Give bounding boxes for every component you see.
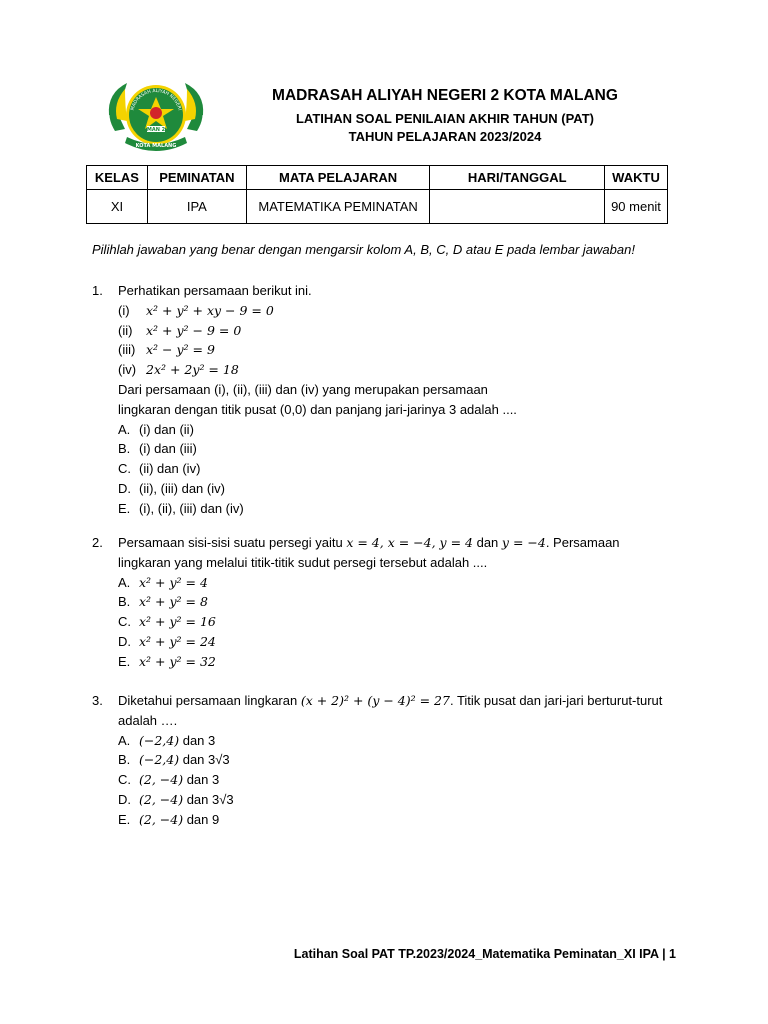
exam-info-table — [86, 165, 668, 224]
question-3 — [92, 691, 662, 830]
answer-option-a: A. (i) dan (ii) — [118, 421, 194, 437]
list-item: (ii) x² + y² − 9 = 0 — [118, 322, 242, 338]
list-item: (iii) x² − y² = 9 — [118, 342, 215, 358]
answer-option-c: C. (2, −4) dan 3 — [118, 772, 220, 788]
school-logo-icon — [105, 75, 207, 159]
question-number: 2. — [92, 535, 103, 550]
academic-year: TAHUN PELAJARAN 2023/2024 — [348, 129, 542, 144]
header-peminatan: PEMINATAN — [147, 166, 246, 190]
answer-option-c: C. x² + y² = 16 — [118, 614, 216, 630]
answer-option-c: C. (ii) dan (iv) — [118, 461, 201, 477]
question-1 — [92, 281, 517, 519]
answer-option-e: E. (i), (ii), (iii) dan (iv) — [118, 500, 244, 516]
question-stem: Persamaan sisi-sisi suatu persegi yaitu x = 4, x = −4, y = 4 dan y = −4. Persamaan — [118, 535, 620, 550]
question-stem: Dari persamaan (i), (ii), (iii) dan (iv) yang merupakan persamaan — [118, 381, 488, 397]
cell-hari-tanggal — [430, 190, 605, 224]
answer-option-d: D. (ii), (iii) dan (iv) — [118, 480, 225, 496]
answer-option-d: D. (2, −4) dan 3√3 — [118, 791, 234, 807]
question-stem: lingkaran yang melalui titik-titik sudut persegi tersebut adalah .... — [118, 554, 488, 570]
answer-option-a: A. x² + y² = 4 — [118, 574, 208, 590]
answer-option-b: B. (−2,4) dan 3√3 — [118, 752, 230, 768]
answer-option-d: D. x² + y² = 24 — [118, 633, 216, 649]
header-mata-pelajaran: MATA PELAJARAN — [246, 166, 430, 190]
question-stem: Diketahui persamaan lingkaran (x + 2)² + (y − 4)² = 27. Titik pusat dan jari-jari berturut-turut — [118, 693, 663, 708]
exam-title: LATIHAN SOAL PENILAIAN AKHIR TAHUN (PAT) — [295, 111, 595, 126]
header-waktu: WAKTU — [605, 166, 668, 190]
table-row — [87, 190, 668, 224]
question-stem: lingkaran dengan titik pusat (0,0) dan panjang jari-jarinya 3 adalah .... — [118, 401, 517, 417]
question-number: 1. — [92, 283, 103, 298]
cell-mata-pelajaran: MATEMATIKA PEMINATAN — [246, 190, 430, 224]
list-item: (i) x² + y² + xy − 9 = 0 — [118, 302, 274, 318]
question-number: 3. — [92, 693, 103, 708]
logo-badge-text: MAN 2 — [146, 127, 166, 133]
answer-option-e: E. (2, −4) dan 9 — [118, 811, 220, 827]
list-item: (iv) 2x² + 2y² = 18 — [118, 362, 239, 378]
answer-option-b: B. x² + y² = 8 — [118, 594, 208, 610]
cell-peminatan: IPA — [147, 190, 246, 224]
answer-option-e: E. x² + y² = 32 — [118, 653, 216, 669]
header-kelas: KELAS — [87, 166, 148, 190]
logo-top-text: MADRASAH ALIYAH NEGERI — [130, 88, 182, 112]
logo-bottom-text: KOTA MALANG — [135, 143, 177, 149]
instruction-text: Pilihlah jawaban yang benar dengan mengarsir kolom A, B, C, D atau E pada lembar jawaban! — [92, 242, 635, 257]
answer-option-a: A. (−2,4) dan 3 — [118, 732, 216, 748]
cell-waktu: 90 menit — [605, 190, 668, 224]
table-header-row — [87, 166, 668, 190]
document-header — [105, 75, 695, 165]
answer-option-b: B. (i) dan (iii) — [118, 441, 197, 457]
school-name: MADRASAH ALIYAH NEGERI 2 KOTA MALANG — [272, 87, 618, 104]
cell-kelas: XI — [87, 190, 148, 224]
header-hari-tanggal: HARI/TANGGAL — [430, 166, 605, 190]
page-footer: Latihan Soal PAT TP.2023/2024_Matematika Peminatan_XI IPA | 1 — [293, 947, 676, 961]
question-intro: Perhatikan persamaan berikut ini. — [118, 283, 312, 298]
question-stem: adalah …. — [118, 712, 178, 728]
question-2 — [92, 533, 620, 672]
